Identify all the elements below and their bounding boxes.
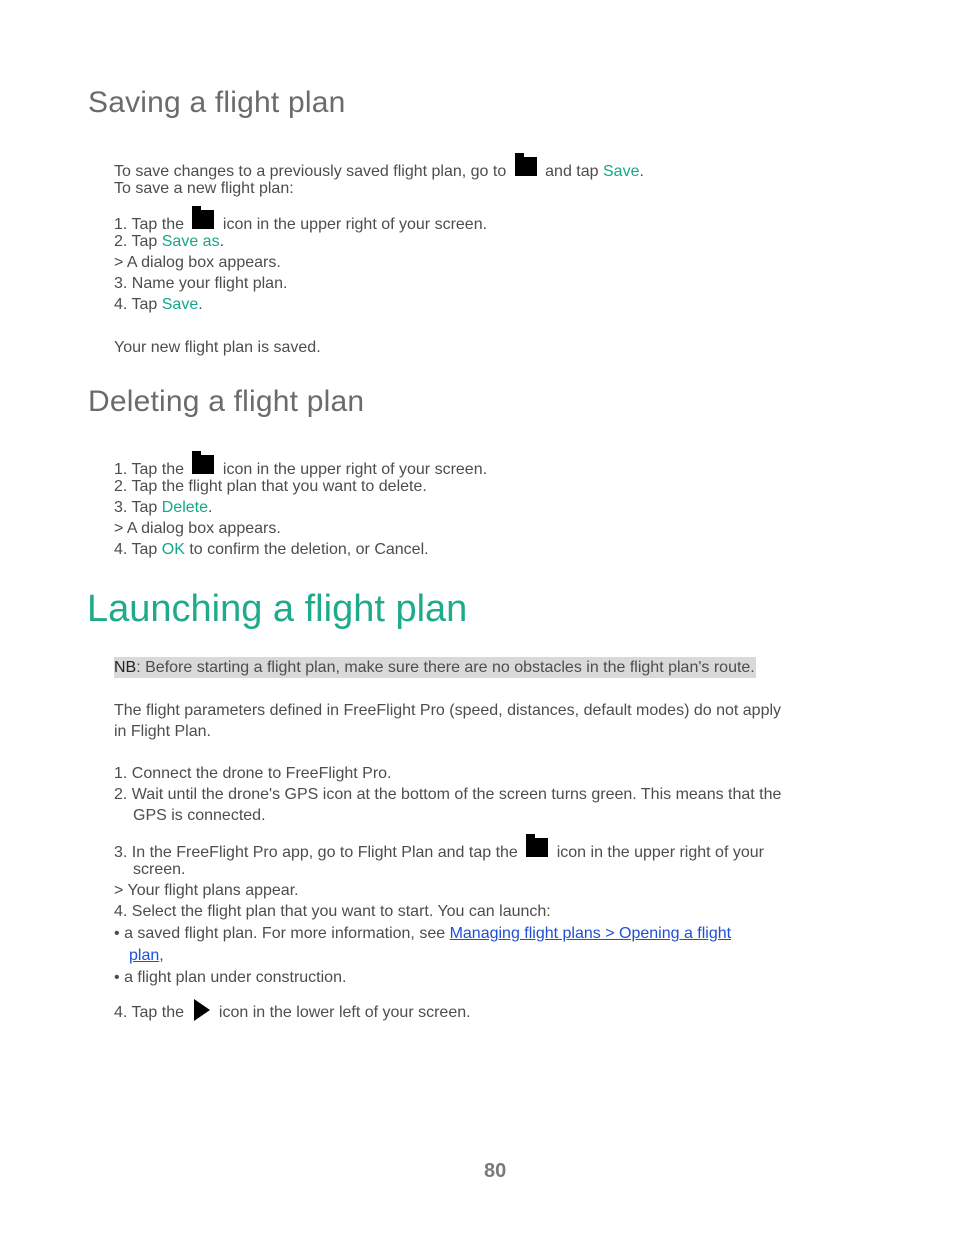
- save-action: Save: [161, 296, 199, 313]
- ok-action: OK: [161, 541, 185, 558]
- saving-step-1: 1. Tap the icon in the upper right of your screen.: [114, 210, 487, 235]
- deleting-step-2: 2. Tap the flight plan that you want to delete.: [114, 478, 427, 495]
- deleting-dialog: > A dialog box appears.: [114, 520, 281, 537]
- nb-note: NB: Before starting a flight plan, make sure there are no obstacles in the flight plan's route.: [114, 659, 755, 676]
- saving-intro: To save changes to a previously saved flight plan, go to and tap Save.: [114, 157, 644, 182]
- saving-step-3: 3. Name your flight plan.: [114, 275, 288, 292]
- saving-heading: Saving a flight plan: [88, 86, 346, 119]
- deleting-step-1: 1. Tap the icon in the upper right of your screen.: [114, 455, 487, 480]
- bullet-2: • a flight plan under construction.: [114, 969, 347, 986]
- save-link: Save: [603, 163, 640, 180]
- folder-icon[interactable]: [515, 157, 537, 176]
- bullet-dot: •: [114, 925, 120, 942]
- saving-dialog: > A dialog box appears.: [114, 254, 281, 271]
- launch-step-1: 1. Connect the drone to FreeFlight Pro.: [114, 765, 392, 782]
- launch-step-2-cont: GPS is connected.: [133, 807, 266, 824]
- deleting-heading: Deleting a flight plan: [88, 385, 365, 418]
- page-number: 80: [484, 1160, 507, 1182]
- delete-action: Delete: [161, 499, 208, 516]
- managing-flight-plans-link[interactable]: Managing flight plans > Opening a flight: [449, 925, 732, 942]
- nb-label: NB: [114, 659, 137, 676]
- folder-icon[interactable]: [192, 210, 214, 229]
- params-line-1: The flight parameters defined in FreeFlight Pro (speed, distances, default modes) do not apply: [114, 702, 782, 719]
- play-icon[interactable]: [194, 999, 210, 1021]
- launch-step-4: 4. Select the flight plan that you want to start. You can launch:: [114, 903, 551, 920]
- launch-step-3-cont: screen.: [133, 861, 186, 878]
- params-line-2: in Flight Plan.: [114, 723, 211, 740]
- bullet-1-cont: plan,: [129, 947, 164, 964]
- launch-step-2: 2. Wait until the drone's GPS icon at the bottom of the screen turns green. This means that the: [114, 786, 782, 803]
- folder-icon[interactable]: [526, 838, 548, 857]
- launch-step-5: 4. Tap the icon in the lower left of your screen.: [114, 999, 471, 1023]
- launching-heading: Launching a flight plan: [87, 588, 468, 630]
- bullet-dot: •: [114, 969, 120, 986]
- folder-icon[interactable]: [192, 455, 214, 474]
- saving-new-plan: To save a new flight plan:: [114, 180, 294, 197]
- deleting-step-3: 3. Tap Delete.: [114, 499, 213, 516]
- deleting-step-4: 4. Tap OK to confirm the deletion, or Cancel.: [114, 541, 429, 558]
- plans-appear: > Your flight plans appear.: [114, 882, 299, 899]
- plan-link[interactable]: plan: [129, 947, 160, 964]
- saving-step-4: 4. Tap Save.: [114, 296, 203, 313]
- saving-result: Your new flight plan is saved.: [114, 339, 321, 356]
- save-as-action: Save as: [161, 233, 220, 250]
- saving-step-2: 2. Tap Save as.: [114, 233, 225, 250]
- launch-step-3: 3. In the FreeFlight Pro app, go to Flight Plan and tap the icon in the upper right of your: [114, 838, 764, 863]
- bullet-1: • a saved flight plan. For more information, see Managing flight plans > Opening a flight: [114, 925, 732, 942]
